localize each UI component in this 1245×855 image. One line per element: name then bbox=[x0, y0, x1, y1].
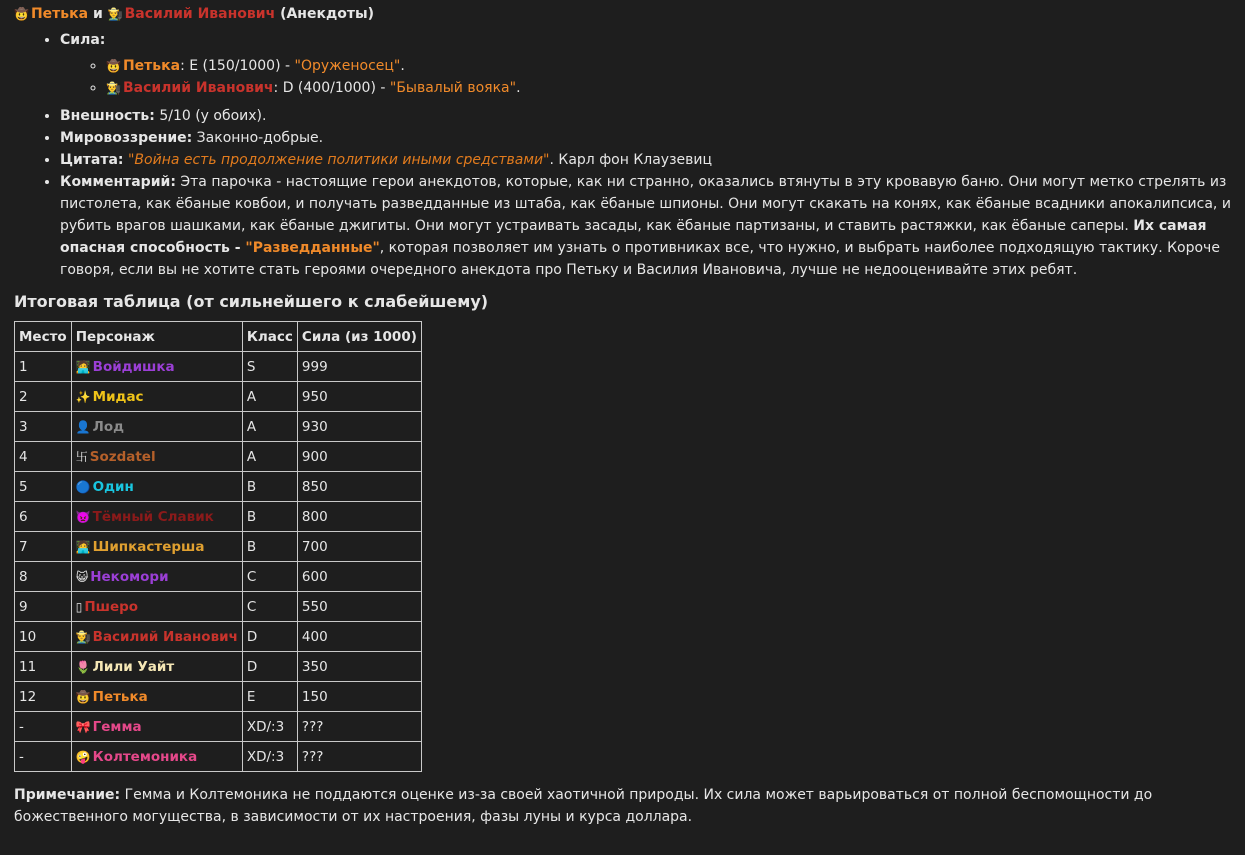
strength-value: : D (400/1000) - bbox=[273, 80, 390, 96]
strength-title: "Бывалый вояка" bbox=[389, 80, 517, 96]
vasily-name: Василий Иванович bbox=[124, 6, 276, 22]
table-row bbox=[15, 622, 422, 652]
cell-place: 6 bbox=[15, 502, 72, 532]
cell-character bbox=[71, 622, 242, 652]
cell-class: A bbox=[242, 442, 297, 472]
col-character: Персонаж bbox=[71, 322, 242, 352]
ability-label: Их самая опасная способность - bbox=[60, 218, 1207, 256]
strength-sublist bbox=[60, 55, 1231, 99]
character-icon: 🌷 bbox=[75, 659, 91, 674]
character-icon: 🤠 bbox=[75, 689, 91, 704]
cell-character bbox=[71, 382, 242, 412]
table-row bbox=[15, 352, 422, 382]
cell-place: - bbox=[15, 742, 72, 772]
strength-value: : E (150/1000) - bbox=[180, 58, 295, 74]
ability-name: "Разведданные" bbox=[245, 240, 380, 256]
table-row bbox=[15, 502, 422, 532]
strength-label: Сила: bbox=[60, 32, 106, 48]
heading-suffix: (Анекдоты) bbox=[280, 6, 375, 22]
cell-class: S bbox=[242, 352, 297, 382]
note-text: Гемма и Колтемоника не поддаются оценке из-за своей хаотичной природы. Их сила может варьироваться от полной беспомощности до божественного могущества, в зависимости от их настроения, фазы луны и курса доллара. bbox=[14, 787, 1153, 825]
cell-class: C bbox=[242, 562, 297, 592]
quote-author: . Карл фон Клаузевиц bbox=[549, 152, 713, 168]
cell-power: 950 bbox=[297, 382, 421, 412]
cell-character bbox=[71, 502, 242, 532]
alignment-label: Мировоззрение: bbox=[60, 130, 193, 146]
note-label: Примечание: bbox=[14, 787, 121, 803]
character-icon: 👿 bbox=[75, 509, 91, 524]
quote-text: "Война есть продолжение политики иными средствами" bbox=[127, 152, 550, 168]
cell-class: B bbox=[242, 502, 297, 532]
comment-label: Комментарий: bbox=[60, 174, 176, 190]
cell-character bbox=[71, 652, 242, 682]
cell-class: E bbox=[242, 682, 297, 712]
strength-name: Василий Иванович bbox=[122, 80, 274, 96]
cell-class: D bbox=[242, 622, 297, 652]
cell-class: C bbox=[242, 592, 297, 622]
cell-character bbox=[71, 532, 242, 562]
character-name: Один bbox=[92, 478, 134, 495]
character-icon: 🧑‍💻 bbox=[75, 539, 91, 554]
cell-power: 930 bbox=[297, 412, 421, 442]
col-power: Сила (из 1000) bbox=[297, 322, 421, 352]
appearance-value: 5/10 (у обоих). bbox=[154, 108, 267, 124]
cell-power: ??? bbox=[297, 742, 421, 772]
strength-end: . bbox=[400, 58, 405, 74]
character-icon: ✨ bbox=[75, 389, 91, 404]
ranking-table bbox=[14, 321, 422, 772]
table-row bbox=[15, 442, 422, 472]
appearance-label: Внешность: bbox=[60, 108, 155, 124]
cell-place: 5 bbox=[15, 472, 72, 502]
cell-power: 900 bbox=[297, 442, 421, 472]
character-name: Тёмный Славик bbox=[92, 508, 214, 525]
character-icon: 😺 bbox=[75, 569, 89, 584]
petka-name: Петька bbox=[30, 6, 89, 22]
cell-character bbox=[71, 562, 242, 592]
cell-power: ??? bbox=[297, 712, 421, 742]
strength-item bbox=[60, 29, 1231, 99]
cell-place: 12 bbox=[15, 682, 72, 712]
strength-title: "Оруженосец" bbox=[294, 58, 401, 74]
strength-name: Петька bbox=[122, 58, 181, 74]
table-title: Итоговая таблица (от сильнейшего к слабейшему) bbox=[14, 292, 489, 311]
table-row bbox=[15, 562, 422, 592]
comment-item bbox=[60, 171, 1231, 281]
strength-end: . bbox=[516, 80, 521, 96]
cell-class: XD/:3 bbox=[242, 712, 297, 742]
cell-character bbox=[71, 352, 242, 382]
character-icon: 🔵 bbox=[75, 479, 91, 494]
cell-place: - bbox=[15, 712, 72, 742]
character-name: Колтемоника bbox=[92, 748, 198, 765]
table-header-row bbox=[15, 322, 422, 352]
cell-character bbox=[71, 442, 242, 472]
cell-power: 700 bbox=[297, 532, 421, 562]
cell-power: 150 bbox=[297, 682, 421, 712]
cell-power: 350 bbox=[297, 652, 421, 682]
cell-character bbox=[71, 742, 242, 772]
note bbox=[14, 784, 1231, 828]
character-name: Некомори bbox=[90, 568, 169, 585]
cell-class: B bbox=[242, 472, 297, 502]
table-row bbox=[15, 592, 422, 622]
character-name: Гемма bbox=[92, 718, 142, 735]
cell-character bbox=[71, 592, 242, 622]
table-row bbox=[15, 472, 422, 502]
appearance-item bbox=[60, 105, 1231, 127]
strength-petka bbox=[106, 55, 1231, 77]
comment-text-end: , которая позволяет им узнать о противниках все, что нужно, и выбрать наиболее подходящую тактику. Короче говоря, если вы не хотите стать героями очередного анекдота про Петьку и Василия Ивановича, лучше не недооценивайте этих ребят. bbox=[60, 240, 1220, 278]
character-name: Sozdatel bbox=[89, 448, 156, 465]
cell-place: 1 bbox=[15, 352, 72, 382]
character-heading bbox=[14, 3, 1231, 25]
cell-class: B bbox=[242, 532, 297, 562]
comment-text: Эта парочка - настоящие герои анекдотов, которые, как ни странно, оказались втянуты в эту кровавую баню. Они могут метко стрелять из пистолета, как ёбаные ковбои, и получать разведданные из штаба, как ёбаные шпионы. Они могут скакать на конях, как ёбаные всадники апокалипсиса, и рубить врагов шашками, как ёбаные джигиты. Они могут устраивать засады, как ёбаные партизаны, и ставить растяжки, как ёбаные саперы. bbox=[60, 174, 1231, 234]
alignment-value: Законно-добрые. bbox=[192, 130, 324, 146]
cell-power: 600 bbox=[297, 562, 421, 592]
cell-class: A bbox=[242, 382, 297, 412]
col-place: Место bbox=[15, 322, 72, 352]
quote-label: Цитата: bbox=[60, 152, 124, 168]
character-icon: 👨‍🌾 bbox=[75, 629, 91, 644]
table-row bbox=[15, 412, 422, 442]
character-name: Лод bbox=[92, 418, 125, 435]
farmer-icon: 👨‍🌾 bbox=[106, 81, 121, 95]
cell-place: 3 bbox=[15, 412, 72, 442]
cell-power: 800 bbox=[297, 502, 421, 532]
character-icon: ▯ bbox=[75, 599, 83, 614]
table-row bbox=[15, 712, 422, 742]
cell-place: 8 bbox=[15, 562, 72, 592]
character-icon: 🧑‍💻 bbox=[75, 359, 91, 374]
character-icon: 🤪 bbox=[75, 749, 91, 764]
table-row bbox=[15, 652, 422, 682]
table-body bbox=[15, 352, 422, 772]
cell-class: XD/:3 bbox=[242, 742, 297, 772]
cell-power: 400 bbox=[297, 622, 421, 652]
cell-power: 999 bbox=[297, 352, 421, 382]
quote-item bbox=[60, 149, 1231, 171]
cell-power: 850 bbox=[297, 472, 421, 502]
cell-power: 550 bbox=[297, 592, 421, 622]
character-name: Василий Иванович bbox=[92, 628, 238, 645]
cell-character bbox=[71, 682, 242, 712]
character-name: Лили Уайт bbox=[92, 658, 175, 675]
farmer-icon: 👨‍🌾 bbox=[107, 7, 123, 21]
cell-class: D bbox=[242, 652, 297, 682]
col-class: Класс bbox=[242, 322, 297, 352]
character-name: Мидас bbox=[92, 388, 144, 405]
cell-place: 7 bbox=[15, 532, 72, 562]
cowboy-icon: 🤠 bbox=[14, 7, 29, 21]
cell-place: 9 bbox=[15, 592, 72, 622]
heading-and: и bbox=[92, 6, 103, 22]
cell-class: A bbox=[242, 412, 297, 442]
cowboy-icon: 🤠 bbox=[106, 59, 121, 73]
table-row bbox=[15, 532, 422, 562]
cell-character bbox=[71, 712, 242, 742]
character-name: Пшеро bbox=[84, 598, 139, 615]
strength-vasily bbox=[106, 77, 1231, 99]
character-name: Шипкастерша bbox=[92, 538, 205, 555]
character-details bbox=[14, 29, 1231, 281]
alignment-item bbox=[60, 127, 1231, 149]
cell-character bbox=[71, 472, 242, 502]
cell-place: 2 bbox=[15, 382, 72, 412]
character-icon: 卐 bbox=[75, 449, 88, 464]
character-icon: 🎀 bbox=[75, 719, 91, 734]
character-icon: 👤 bbox=[75, 419, 91, 434]
character-name: Войдишка bbox=[92, 358, 175, 375]
cell-place: 11 bbox=[15, 652, 72, 682]
cell-character bbox=[71, 412, 242, 442]
cell-place: 4 bbox=[15, 442, 72, 472]
table-row bbox=[15, 682, 422, 712]
cell-place: 10 bbox=[15, 622, 72, 652]
character-name: Петька bbox=[92, 688, 148, 705]
table-row bbox=[15, 742, 422, 772]
table-row bbox=[15, 382, 422, 412]
